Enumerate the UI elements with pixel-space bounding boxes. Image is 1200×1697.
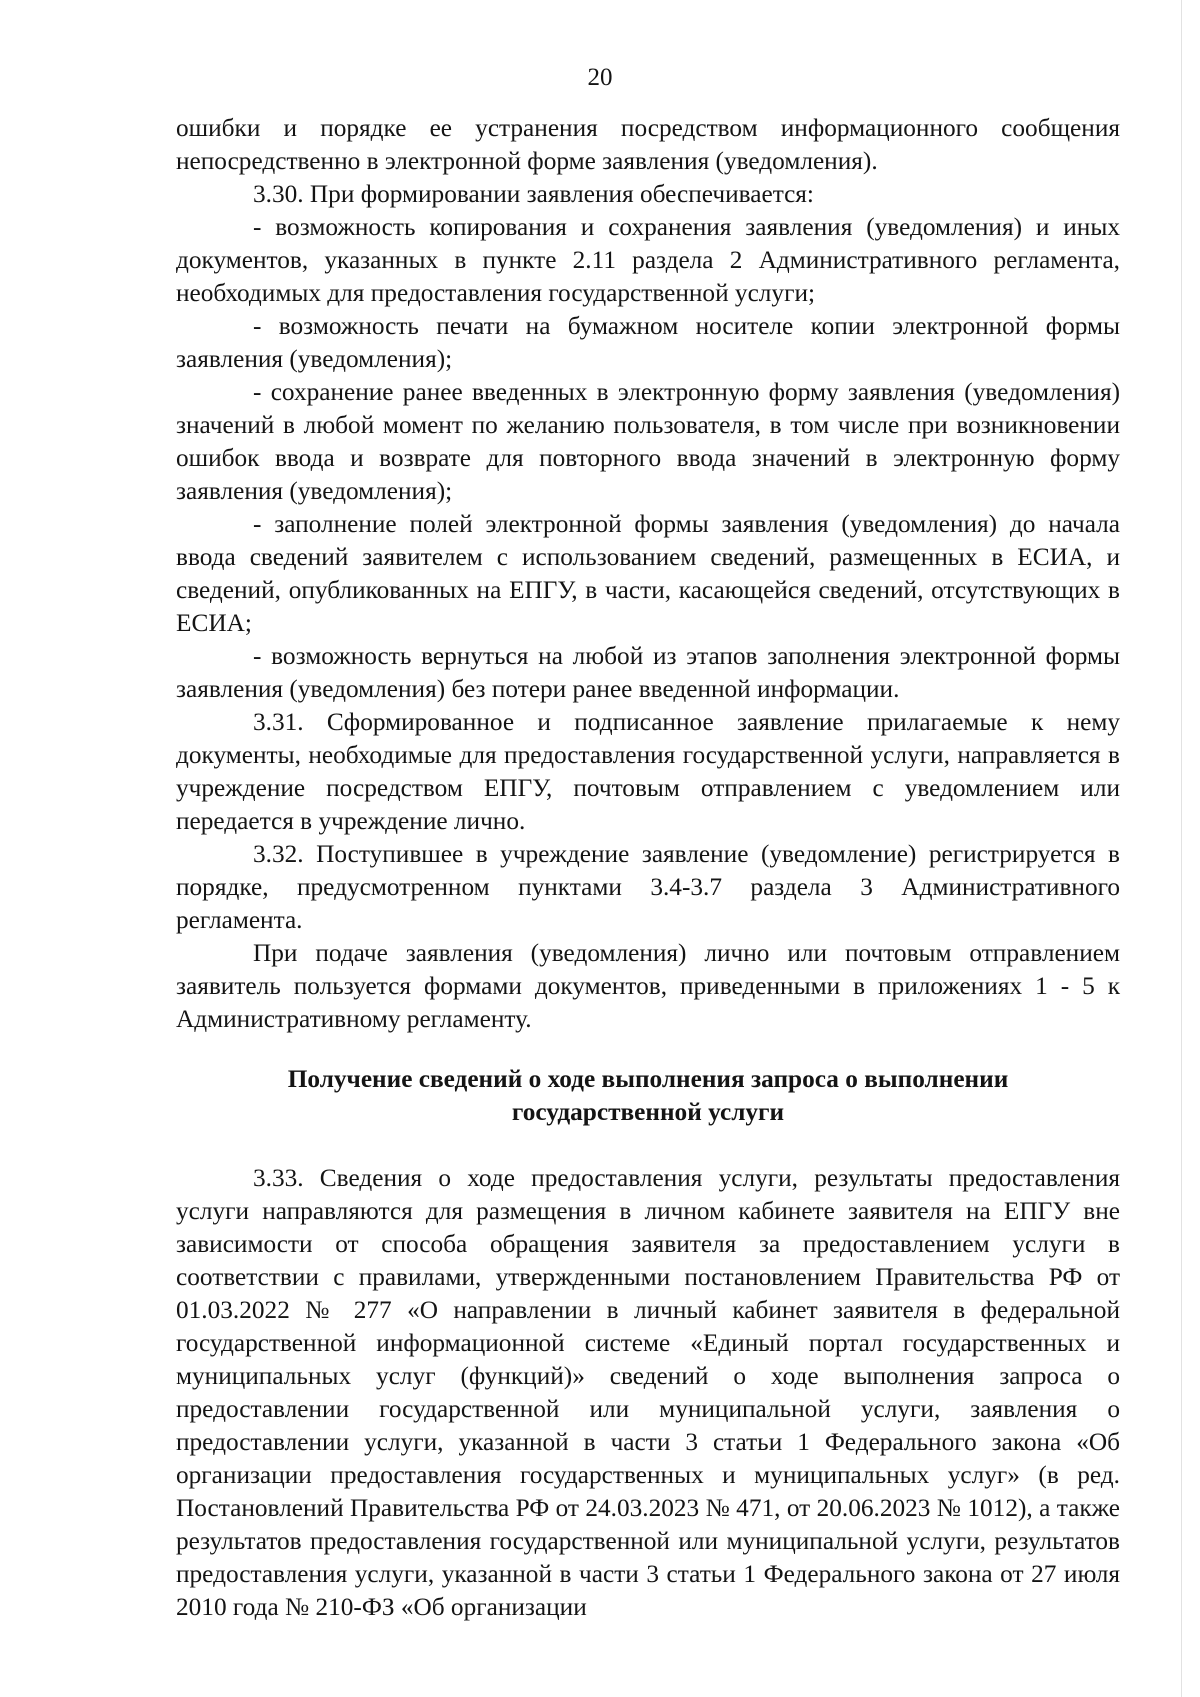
paragraph: 3.31. Сформированное и подписанное заявление прилагаемые к нему документы, необходимые для предоставления государственной услуги, направляется в учреждение посредством ЕПГУ, почтовым отправлением с уведомлением или передается в учреждение лично. — [176, 708, 1120, 835]
page-number: 20 — [587, 64, 613, 91]
paragraph: - сохранение ранее введенных в электронную форму заявления (уведомления) значений в любой момент по желанию пользователя, в том числе при возникновении ошибок ввода и возврате для повторного ввода значений в электронную форму заявления (уведомления); — [176, 378, 1120, 505]
paragraphs-after-heading — [176, 1162, 1120, 1624]
paragraph: 3.30. При формировании заявления обеспечивается: — [253, 180, 814, 208]
paragraph: - возможность печати на бумажном носителе копии электронной формы заявления (уведомления); — [176, 312, 1120, 373]
paragraph: При подаче заявления (уведомления) лично или почтовым отправлением заявитель пользуется формами документов, приведенными в приложениях 1 - 5 к Административному регламенту. — [176, 939, 1120, 1033]
paragraph: 3.32. Поступившее в учреждение заявление (уведомление) регистрируется в порядке, предусмотренном пунктами 3.4-3.7 раздела 3 Административного регламента. — [176, 840, 1120, 934]
paragraphs-before-heading — [176, 112, 1120, 1036]
paragraph: - заполнение полей электронной формы заявления (уведомления) до начала ввода сведений заявителем с использованием сведений, размещенных в ЕСИА, и сведений, опубликованных на ЕПГУ, в части, касающейся сведений, отсутствующих в ЕСИА; — [176, 510, 1120, 637]
scan-edge-line — [1181, 0, 1182, 1697]
section-heading: Получение сведений о ходе выполнения запроса о выполнении государственной услуги — [287, 1065, 1009, 1126]
paragraph: - возможность копирования и сохранения заявления (уведомления) и иных документов, указанных в пункте 2.11 раздела 2 Административного регламента, необходимых для предоставления государственной услуги; — [176, 213, 1120, 307]
paragraph: ошибки и порядке ее устранения посредством информационного сообщения непосредственно в электронной форме заявления (уведомления). — [176, 114, 1120, 175]
paragraph: - возможность вернуться на любой из этапов заполнения электронной формы заявления (уведомления) без потери ранее введенной информации. — [176, 642, 1120, 703]
paragraph: 3.33. Сведения о ходе предоставления услуги, результаты предоставления услуги направляются для размещения в личном кабинете заявителя на ЕПГУ вне зависимости от способа обращения заявителя за предоставлением услуги в соответствии с правилами, утвержденными постановлением Правительства РФ от 01.03.2022 № 277 «О направлении в личный кабинет заявителя в федеральной государственной информационной системе «Единый портал государственных и муниципальных услуг (функций)» сведений о ходе выполнения запроса о предоставлении государственной или муниципальной услуги, заявления о предоставлении услуги, указанной в части 3 статьи 1 Федерального закона «Об организации предоставления государственных и муниципальных услуг» (в ред. Постановлений Правительства РФ от 24.03.2023 № 471, от 20.06.2023 № 1012), а также результатов предоставления государственной или муниципальной услуги, результатов предоставления услуги, указанной в части 3 статьи 1 Федерального закона от 27 июля 2010 года № 210-ФЗ «Об организации — [176, 1164, 1120, 1621]
document-body — [176, 112, 1120, 1624]
